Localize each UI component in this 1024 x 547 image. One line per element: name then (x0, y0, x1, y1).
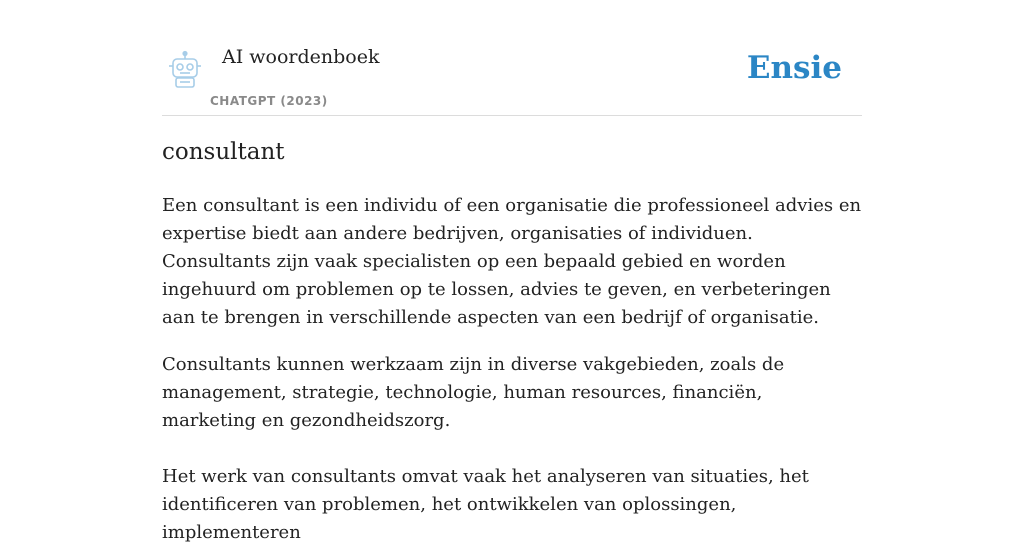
dictionary-title[interactable]: AI woordenboek (222, 46, 380, 68)
dictionary-source: CHATGPT (2023) (210, 94, 328, 108)
definition-paragraph: Consultants kunnen werkzaam zijn in diverse vakgebieden, zoals de management, strategie, technologie, human resources, financiën, marketing en gezondheidszorg. (162, 354, 785, 431)
definition-paragraph: Een consultant is een individu of een organisatie die professioneel advies en expertise biedt aan andere bedrijven, organisaties of individuen. Consultants zijn vaak specialisten op een bepaald gebied en worden ingehuurd om problemen op te lossen, advies te geven, en verbeteringen aan te brengen in verschillende aspecten van een bedrijf of organisatie. (162, 195, 862, 328)
entry-definition (162, 192, 862, 547)
source-header (162, 40, 862, 116)
definition-paragraph: Het werk van consultants omvat vaak het analyseren van situaties, het identificeren van problemen, het ontwikkelen van oplossingen, implementeren (162, 466, 809, 543)
entry-term: consultant (162, 139, 285, 165)
ensie-logo-link[interactable]: Ensie (746, 50, 842, 86)
robot-icon (165, 51, 205, 91)
